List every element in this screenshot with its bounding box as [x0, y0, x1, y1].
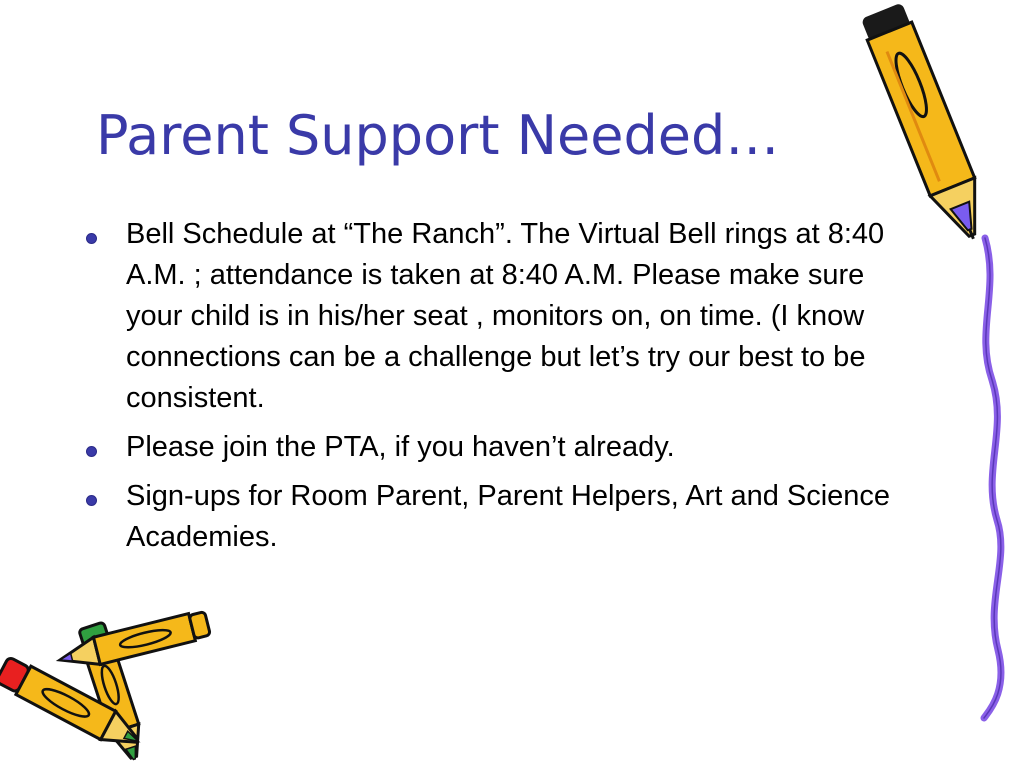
bullet-text: Bell Schedule at “The Ranch”. The Virtual Bell rings at 8:40 A.M. ; attendance is taken at 8:40 A.M. Please make sure your child is in his/her seat , monitors on, on time. (I know connections can be a challenge but let’s try our best to be consistent.: [126, 218, 885, 414]
bullet-item-sign-ups: [86, 476, 926, 558]
bullet-dot-icon: [86, 233, 97, 244]
bullet-item-pta: [86, 427, 926, 468]
bullet-text: Sign-ups for Room Parent, Parent Helpers, Art and Science Academies.: [126, 480, 891, 553]
bullet-item-bell-schedule: [86, 214, 926, 419]
bullet-text: Please join the PTA, if you haven’t already.: [126, 431, 675, 463]
slide-title: Parent Support Needed…: [96, 104, 780, 167]
bullet-dot-icon: [86, 446, 97, 457]
bullet-dot-icon: [86, 495, 97, 506]
bullet-list: [86, 214, 926, 566]
